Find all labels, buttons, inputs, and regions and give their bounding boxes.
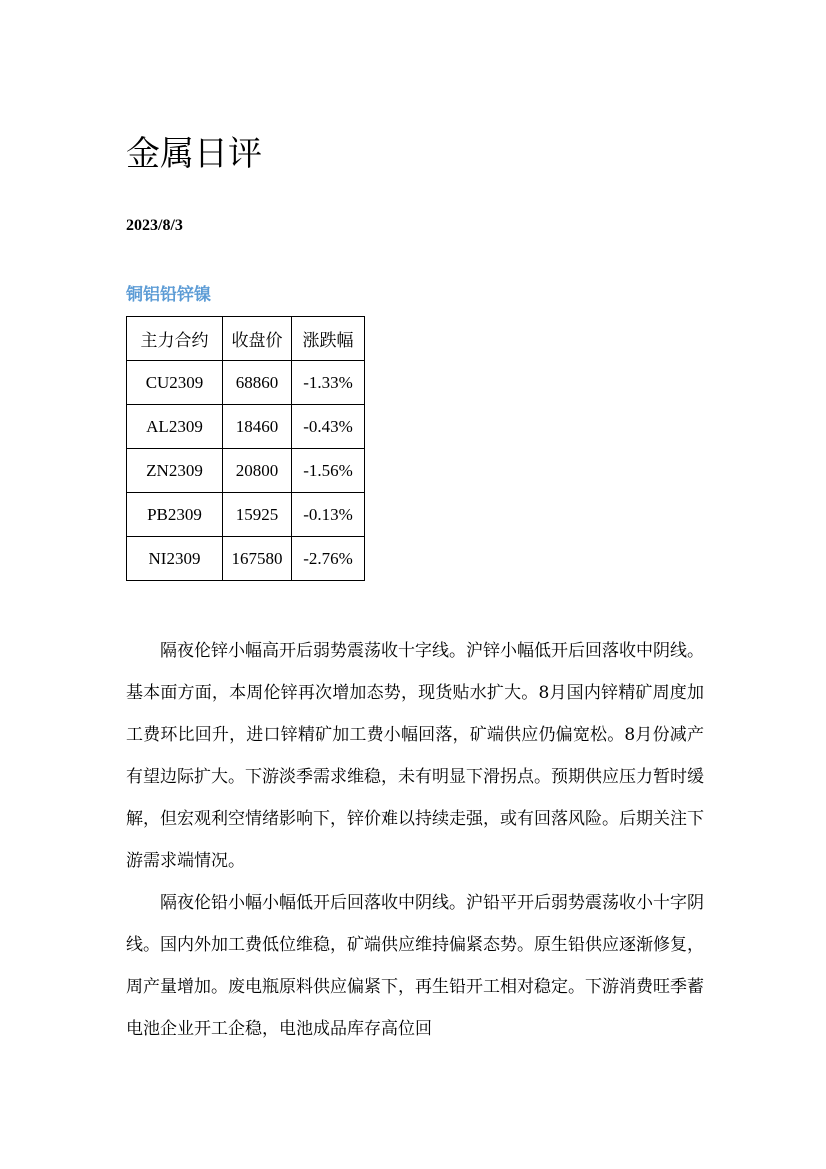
table-cell-close-price: 18460 (223, 405, 292, 449)
table-cell-change: -1.33% (292, 361, 365, 405)
report-date: 2023/8/3 (126, 217, 183, 234)
table-header-cell: 主力合约 (127, 317, 223, 361)
table-cell-close-price: 20800 (223, 449, 292, 493)
table-cell-contract: NI2309 (127, 537, 223, 581)
table-cell-contract: PB2309 (127, 493, 223, 537)
table-cell-close-price: 68860 (223, 361, 292, 405)
table-row (127, 493, 365, 537)
body-text (126, 630, 704, 1050)
paragraph-lead-commentary: 隔夜伦铅小幅小幅低开后回落收中阴线。沪铅平开后弱势震荡收小十字阴线。国内外加工费低位维稳，矿端供应维持偏紧态势。原生铅供应逐渐修复，周产量增加。废电瓶原料供应偏紧下，再生铅开工相对稳定。下游消费旺季蓄电池企业开工企稳，电池成品库存高位回 (126, 893, 704, 1039)
table-cell-close-price: 15925 (223, 493, 292, 537)
table-cell-contract: AL2309 (127, 405, 223, 449)
table-row (127, 449, 365, 493)
table-header-row (127, 317, 365, 361)
table-cell-change: -1.56% (292, 449, 365, 493)
table-cell-close-price: 167580 (223, 537, 292, 581)
table-cell-contract: CU2309 (127, 361, 223, 405)
table-cell-change: -0.13% (292, 493, 365, 537)
table-header-cell: 收盘价 (223, 317, 292, 361)
section-heading: 铜铝铅锌镍 (126, 285, 211, 305)
table-cell-contract: ZN2309 (127, 449, 223, 493)
table-header-cell: 涨跌幅 (292, 317, 365, 361)
table-cell-change: -2.76% (292, 537, 365, 581)
page-title: 金属日评 (126, 134, 262, 174)
paragraph-zinc-commentary: 隔夜伦锌小幅高开后弱势震荡收十字线。沪锌小幅低开后回落收中阴线。基本面方面，本周伦锌再次增加态势，现货贴水扩大。8月国内锌精矿周度加工费环比回升，进口锌精矿加工费小幅回落，矿端供应仍偏宽松。8月份减产有望边际扩大。下游淡季需求维稳，未有明显下滑拐点。预期供应压力暂时缓解，但宏观利空情绪影响下，锌价难以持续走强，或有回落风险。后期关注下游需求端情况。 (126, 641, 704, 871)
table-row (127, 361, 365, 405)
price-table (126, 316, 365, 581)
table-row (127, 405, 365, 449)
table-row (127, 537, 365, 581)
table-cell-change: -0.43% (292, 405, 365, 449)
